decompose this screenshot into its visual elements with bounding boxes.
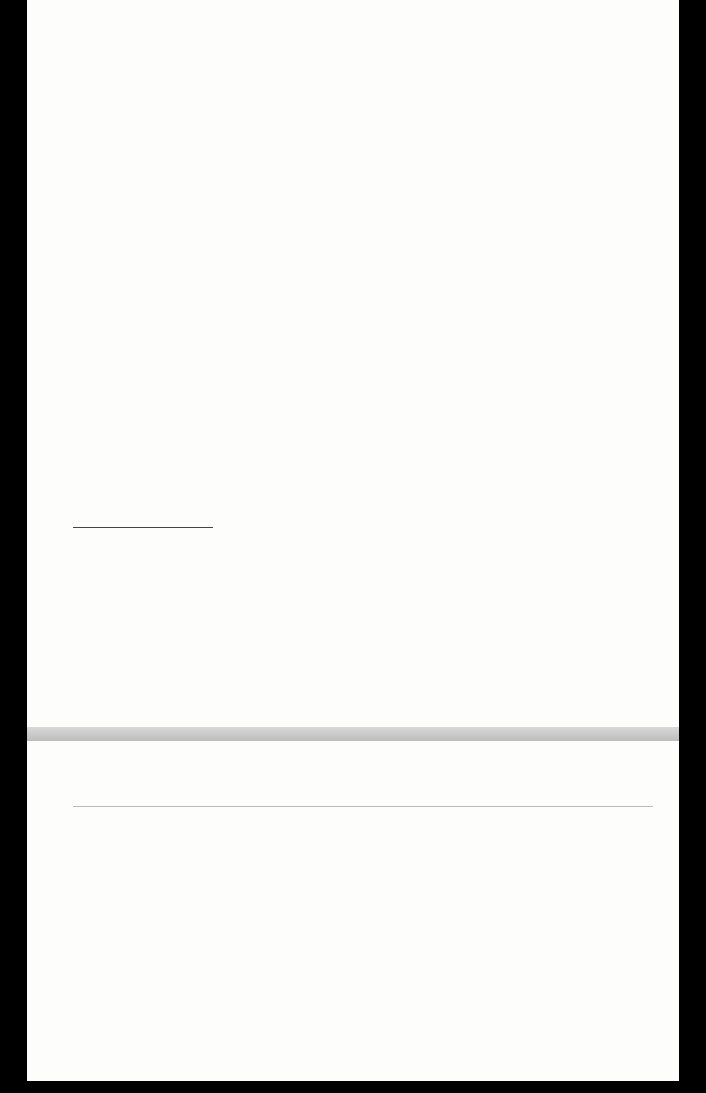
top-book-page <box>27 0 679 737</box>
bottom-book-page <box>27 741 679 1081</box>
footnote-divider <box>73 527 213 528</box>
running-header <box>73 800 653 807</box>
page-separator <box>27 727 679 741</box>
